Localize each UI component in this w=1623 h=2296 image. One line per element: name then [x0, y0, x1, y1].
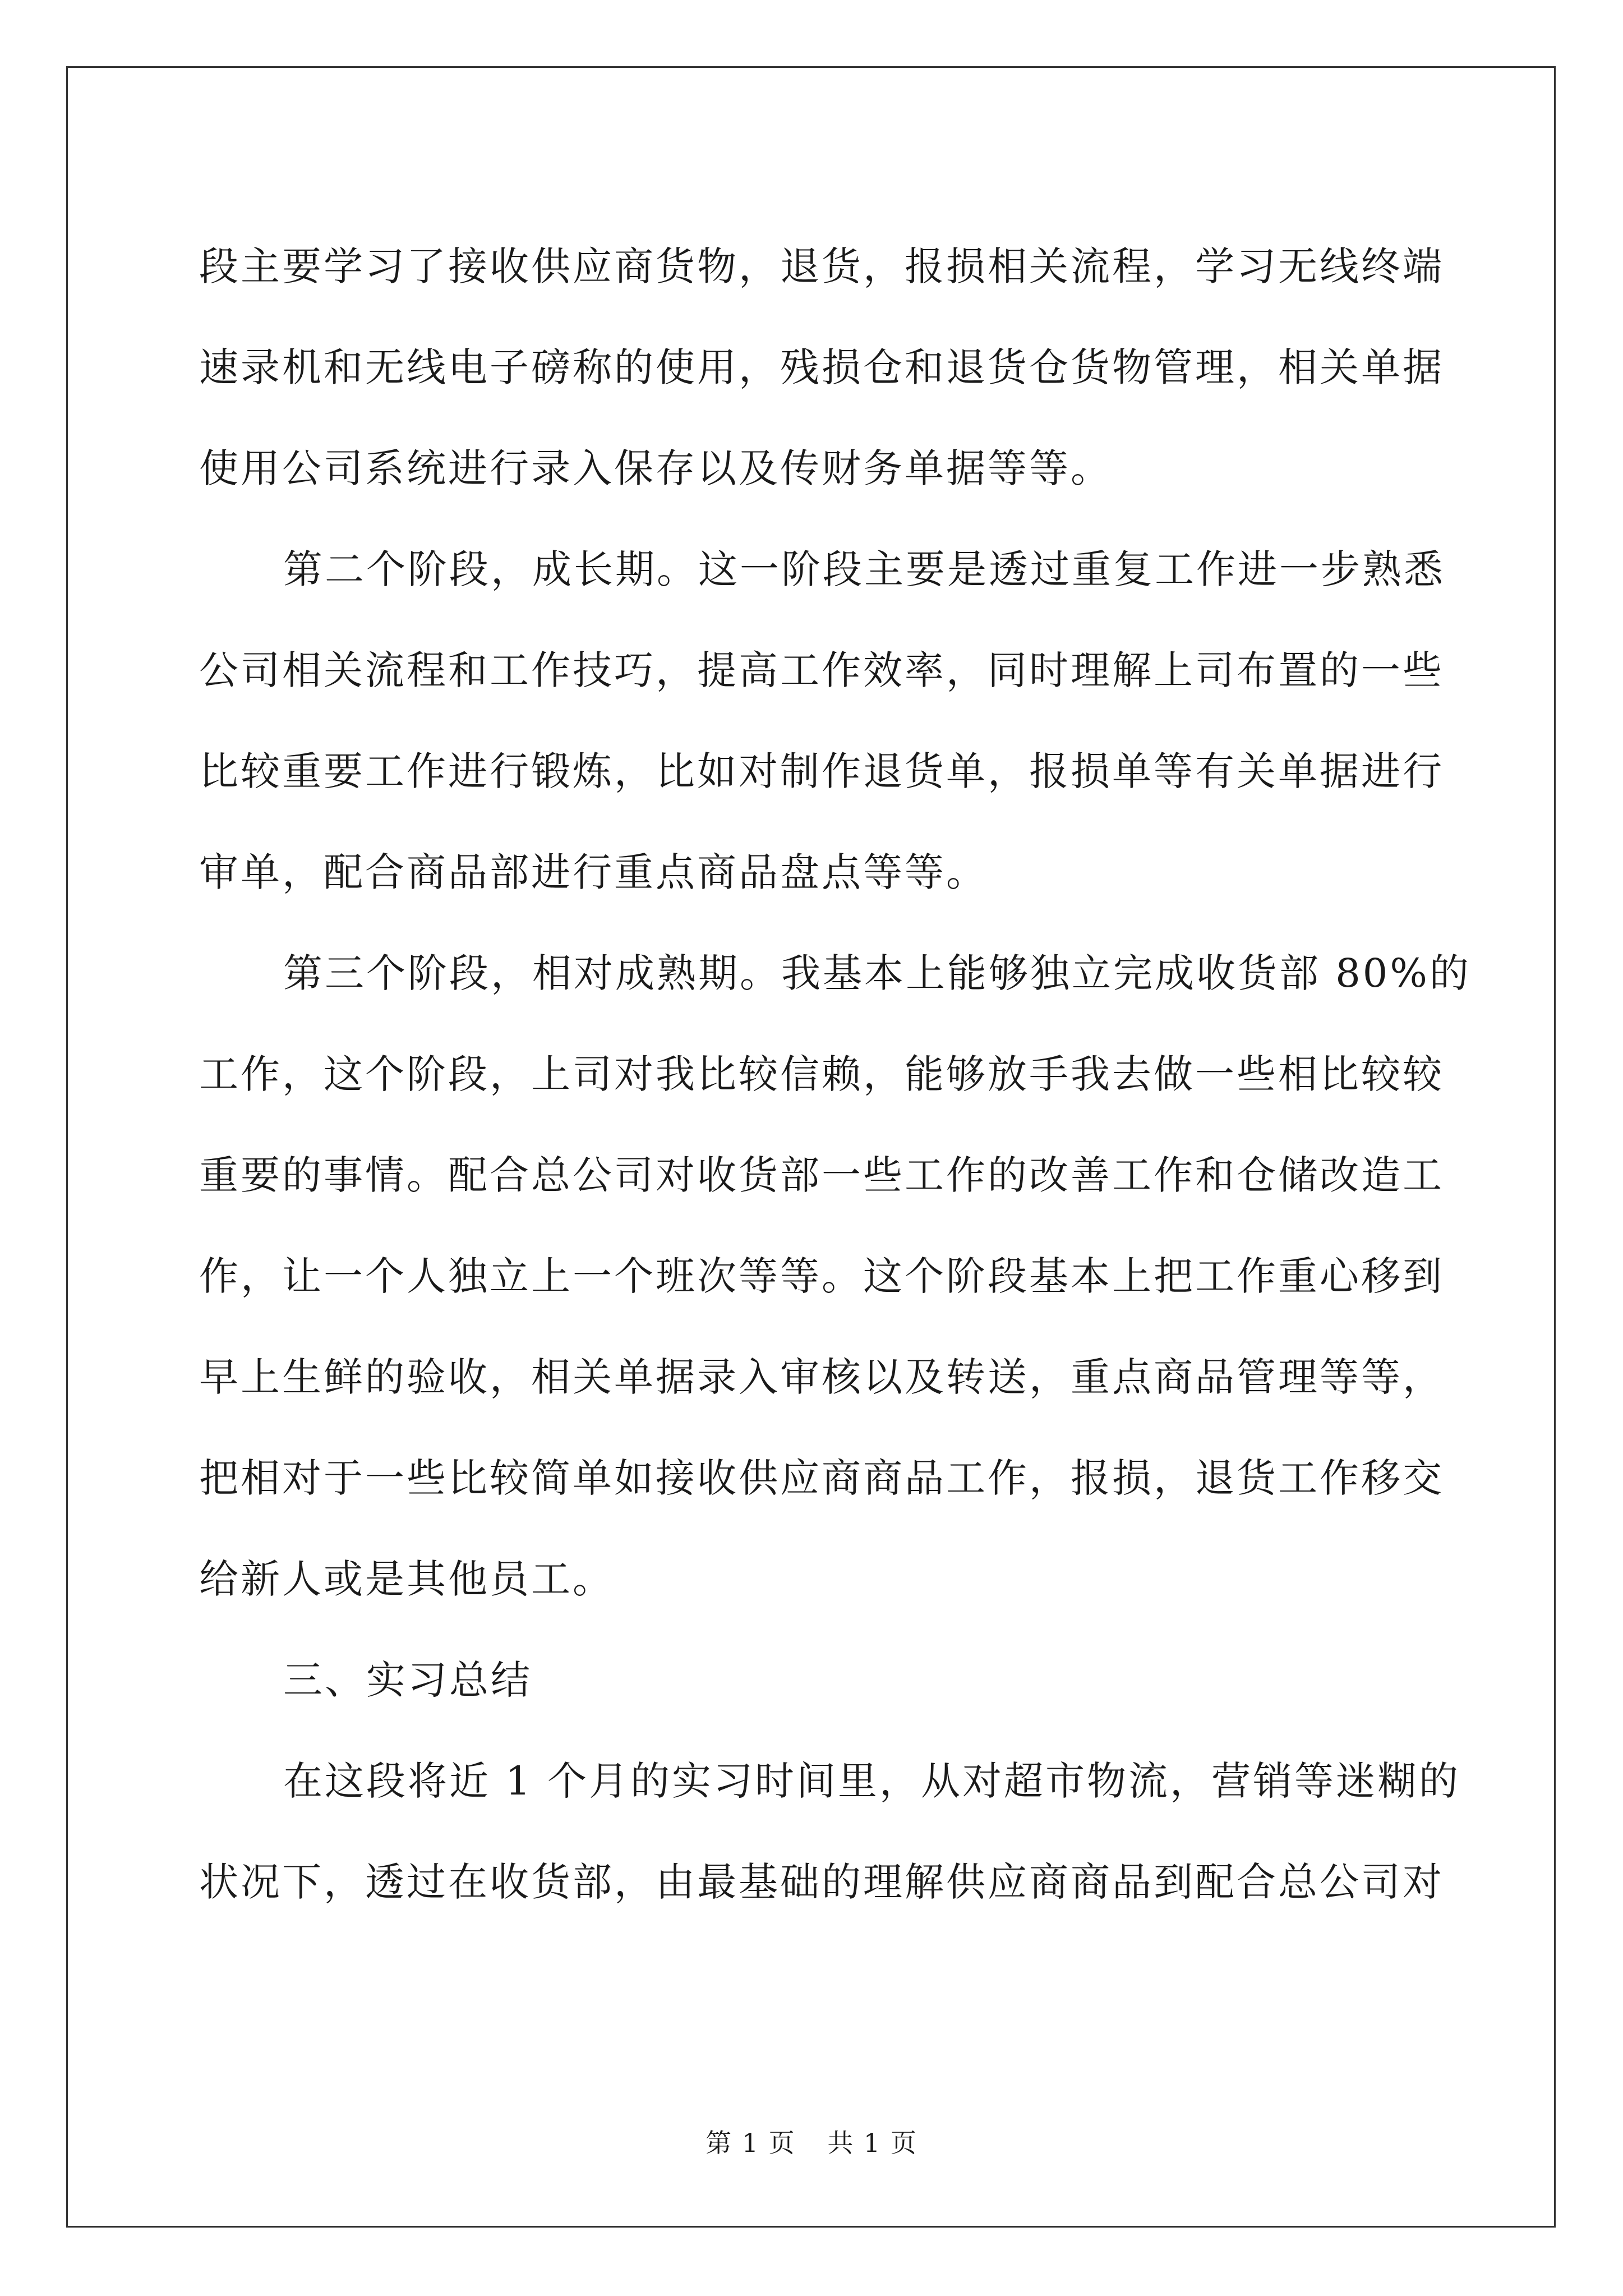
- text-line: 重要的事情。配合总公司对收货部一些工作的改善工作和仓储改造工: [199, 1152, 1444, 1198]
- document-body: [199, 216, 1471, 1932]
- text-line: 给新人或是其他员工。: [199, 1556, 614, 1602]
- text-line: 三、实习总结: [283, 1657, 532, 1703]
- page-number: 第 1 页: [706, 2128, 796, 2158]
- paragraph: [199, 519, 1445, 923]
- text-line: 第二个阶段，成长期。这一阶段主要是透过重复工作进一步熟悉: [283, 546, 1445, 592]
- section-heading: [199, 1630, 1438, 1731]
- text-line: 作，让一个人独立上一个班次等等。这个阶段基本上把工作重心移到: [199, 1253, 1444, 1299]
- text-line: 公司相关流程和工作技巧，提高工作效率，同时理解上司布置的一些: [199, 647, 1444, 693]
- text-line: 使用公司系统进行录入保存以及传财务单据等等。: [199, 445, 1112, 491]
- text-line: 第三个阶段，相对成熟期。我基本上能够独立完成收货部 80%的: [283, 950, 1471, 996]
- paragraph: [199, 216, 1444, 519]
- text-line: 在这段将近 1 个月的实习时间里，从对超市物流，营销等迷糊的: [283, 1758, 1461, 1804]
- text-line: 审单，配合商品部进行重点商品盘点等等。: [199, 849, 988, 895]
- page-footer: [0, 2126, 1623, 2160]
- page-total: 共 1 页: [827, 2128, 917, 2158]
- text-line: 把相对于一些比较简单如接收供应商商品工作，报损，退货工作移交: [199, 1455, 1444, 1501]
- text-line: 早上生鲜的验收，相关单据录入审核以及转送，重点商品管理等等，: [199, 1354, 1444, 1400]
- text-line: 段主要学习了接收供应商货物，退货，报损相关流程，学习无线终端: [199, 243, 1444, 289]
- text-line: 状况下，透过在收货部，由最基础的理解供应商商品到配合总公司对: [199, 1859, 1444, 1905]
- text-line: 速录机和无线电子磅称的使用，残损仓和退货仓货物管理，相关单据: [199, 344, 1444, 390]
- paragraph: [199, 923, 1471, 1630]
- text-line: 工作，这个阶段，上司对我比较信赖，能够放手我去做一些相比较较: [199, 1051, 1444, 1097]
- paragraph: [199, 1731, 1461, 1932]
- text-line: 比较重要工作进行锻炼，比如对制作退货单，报损单等有关单据进行: [199, 748, 1444, 794]
